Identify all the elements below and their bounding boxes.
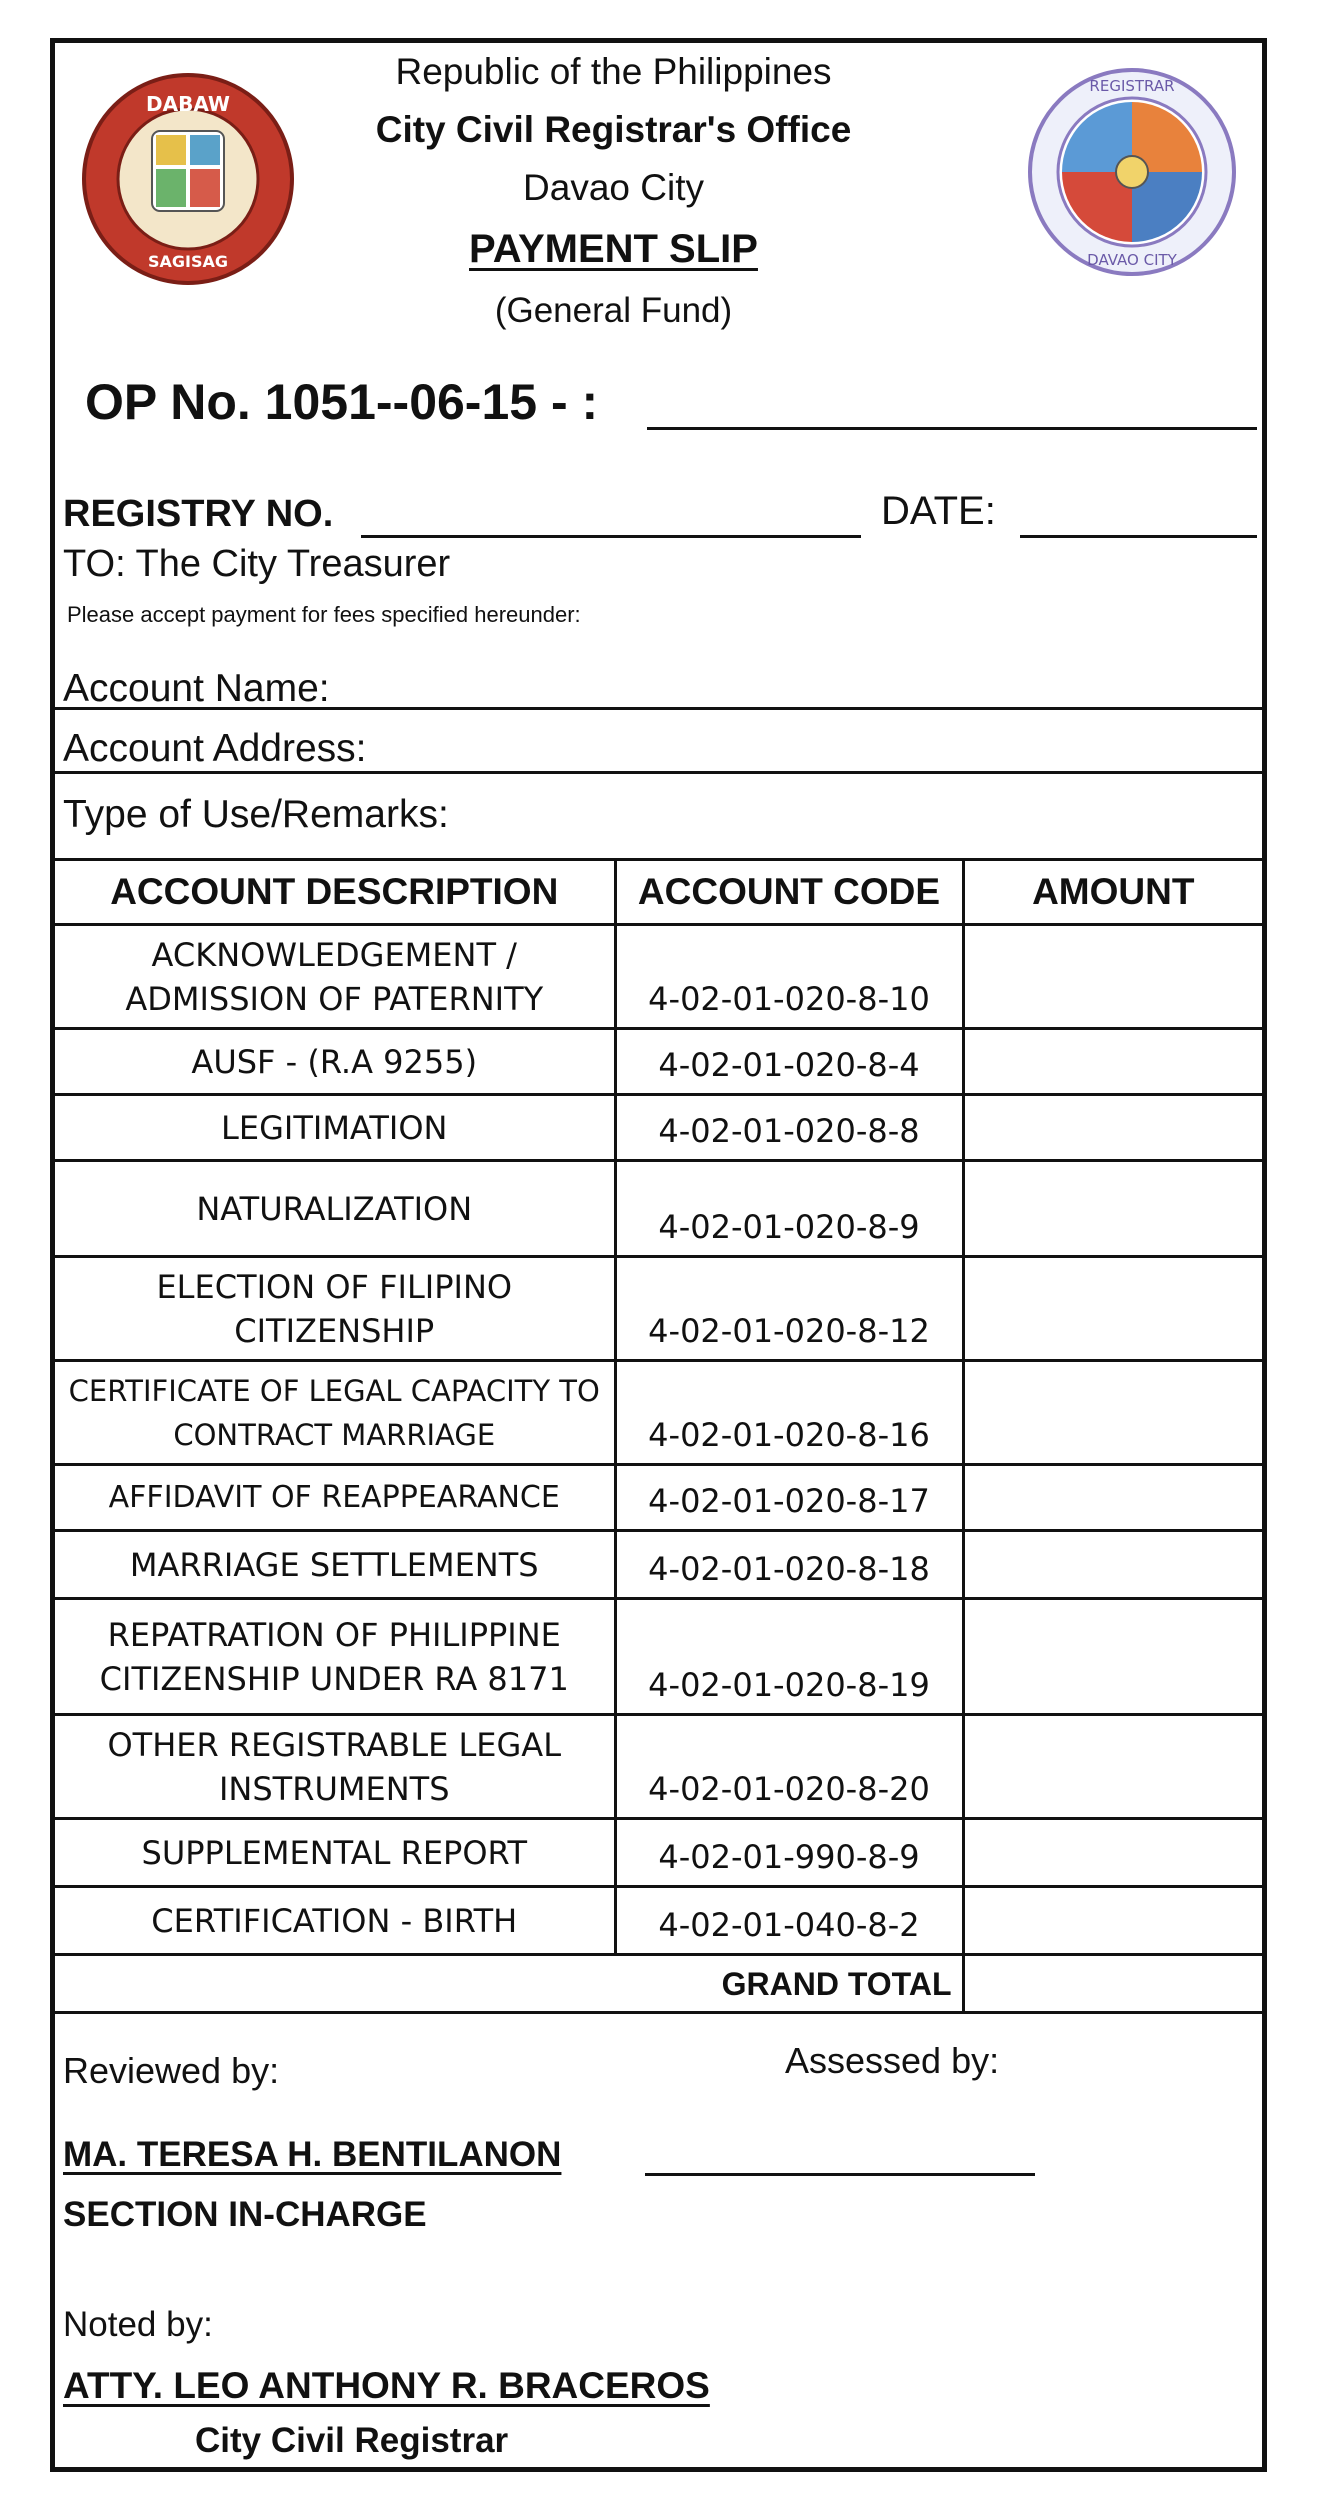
amount-cell[interactable]	[963, 1161, 1262, 1257]
account-code: 4-02-01-020-8-17	[615, 1465, 963, 1531]
republic-line: Republic of the Philippines	[395, 51, 832, 92]
account-description: NATURALIZATION	[55, 1161, 615, 1257]
reviewer-title: SECTION IN-CHARGE	[63, 2195, 427, 2234]
payment-slip-frame	[50, 38, 1267, 2472]
account-name-field[interactable]	[55, 707, 1262, 710]
city-name: Davao City	[523, 167, 704, 208]
svg-text:DABAW: DABAW	[146, 92, 230, 116]
amount-cell[interactable]	[963, 1465, 1262, 1531]
office-name: City Civil Registrar's Office	[375, 109, 852, 150]
account-description: LEGITIMATION	[55, 1095, 615, 1161]
registry-field[interactable]	[361, 535, 861, 538]
column-header-description: ACCOUNT DESCRIPTION	[55, 860, 615, 925]
account-code: 4-02-01-990-8-9	[615, 1819, 963, 1887]
document-subtitle: (General Fund)	[494, 291, 733, 330]
account-code: 4-02-01-020-8-20	[615, 1715, 963, 1819]
amount-cell[interactable]	[963, 1029, 1262, 1095]
assessor-signature-line[interactable]	[645, 2173, 1035, 2176]
account-code: 4-02-01-020-8-19	[615, 1599, 963, 1715]
column-header-amount: AMOUNT	[963, 860, 1262, 925]
reviewed-by-label: Reviewed by:	[63, 2050, 280, 2091]
account-description: AFFIDAVIT OF REAPPEARANCE	[55, 1465, 615, 1531]
account-code: 4-02-01-040-8-2	[615, 1887, 963, 1955]
svg-text:REGISTRAR: REGISTRAR	[1089, 77, 1175, 95]
amount-cell[interactable]	[963, 1257, 1262, 1361]
instruction-text: Please accept payment for fees specified hereunder:	[67, 602, 581, 627]
amount-cell[interactable]	[963, 1715, 1262, 1819]
column-header-code: ACCOUNT CODE	[615, 860, 963, 925]
svg-text:DAVAO CITY: DAVAO CITY	[1087, 251, 1177, 269]
account-description: ACKNOWLEDGEMENT / ADMISSION OF PATERNITY	[55, 925, 615, 1029]
amount-cell[interactable]	[963, 1095, 1262, 1161]
account-description: CERTIFICATION - BIRTH	[55, 1887, 615, 1955]
account-description: SUPPLEMENTAL REPORT	[55, 1819, 615, 1887]
table-row	[55, 1257, 1262, 1361]
table-row	[55, 925, 1262, 1029]
grand-total-label: GRAND TOTAL	[55, 1955, 963, 2013]
account-description: OTHER REGISTRABLE LEGAL INSTRUMENTS	[55, 1715, 615, 1819]
noted-by-label: Noted by:	[63, 2305, 213, 2344]
amount-cell[interactable]	[963, 1887, 1262, 1955]
assessed-by-label: Assessed by:	[785, 2040, 1000, 2081]
svg-text:SAGISAG: SAGISAG	[147, 252, 229, 271]
account-code: 4-02-01-020-8-12	[615, 1257, 963, 1361]
op-number-field[interactable]	[647, 427, 1257, 430]
account-address-field[interactable]	[55, 771, 1262, 774]
date-field[interactable]	[1020, 535, 1257, 538]
table-row	[55, 1029, 1262, 1095]
amount-cell[interactable]	[963, 1819, 1262, 1887]
grand-total-row	[55, 1955, 1262, 2013]
to-line: TO: The City Treasurer	[63, 543, 451, 585]
account-description: CERTIFICATE OF LEGAL CAPACITY TO CONTRACT MARRIAGE	[55, 1361, 615, 1465]
account-code: 4-02-01-020-8-4	[615, 1029, 963, 1095]
account-code: 4-02-01-020-8-10	[615, 925, 963, 1029]
account-code: 4-02-01-020-8-18	[615, 1531, 963, 1599]
fees-table	[55, 858, 1262, 2014]
table-header-row	[55, 860, 1262, 925]
date-label: DATE:	[881, 489, 996, 533]
table-row	[55, 1531, 1262, 1599]
amount-cell[interactable]	[963, 1361, 1262, 1465]
table-row	[55, 1599, 1262, 1715]
document-title: PAYMENT SLIP	[469, 227, 758, 271]
table-row	[55, 1887, 1262, 1955]
account-name-label: Account Name:	[63, 667, 330, 710]
account-description: REPATRATION OF PHILIPPINE CITIZENSHIP UNDER RA 8171	[55, 1599, 615, 1715]
account-code: 4-02-01-020-8-8	[615, 1095, 963, 1161]
table-row	[55, 1161, 1262, 1257]
account-description: AUSF - (R.A 9255)	[55, 1029, 615, 1095]
account-description: ELECTION OF FILIPINO CITIZENSHIP	[55, 1257, 615, 1361]
account-code: 4-02-01-020-8-16	[615, 1361, 963, 1465]
reviewer-name: MA. TERESA H. BENTILANON	[63, 2135, 562, 2174]
type-of-use-label: Type of Use/Remarks:	[63, 793, 449, 836]
amount-cell[interactable]	[963, 1531, 1262, 1599]
table-row	[55, 1095, 1262, 1161]
table-row	[55, 1361, 1262, 1465]
table-row	[55, 1715, 1262, 1819]
op-number: OP No. 1051--06-15 - :	[85, 374, 599, 430]
amount-cell[interactable]	[963, 1599, 1262, 1715]
noter-title: City Civil Registrar	[195, 2421, 509, 2460]
account-address-label: Account Address:	[63, 727, 367, 770]
table-row	[55, 1465, 1262, 1531]
registry-label: REGISTRY NO.	[63, 493, 334, 535]
table-row	[55, 1819, 1262, 1887]
grand-total-amount[interactable]	[963, 1955, 1262, 2013]
account-code: 4-02-01-020-8-9	[615, 1161, 963, 1257]
amount-cell[interactable]	[963, 925, 1262, 1029]
noter-name: ATTY. LEO ANTHONY R. BRACEROS	[63, 2365, 710, 2406]
account-description: MARRIAGE SETTLEMENTS	[55, 1531, 615, 1599]
